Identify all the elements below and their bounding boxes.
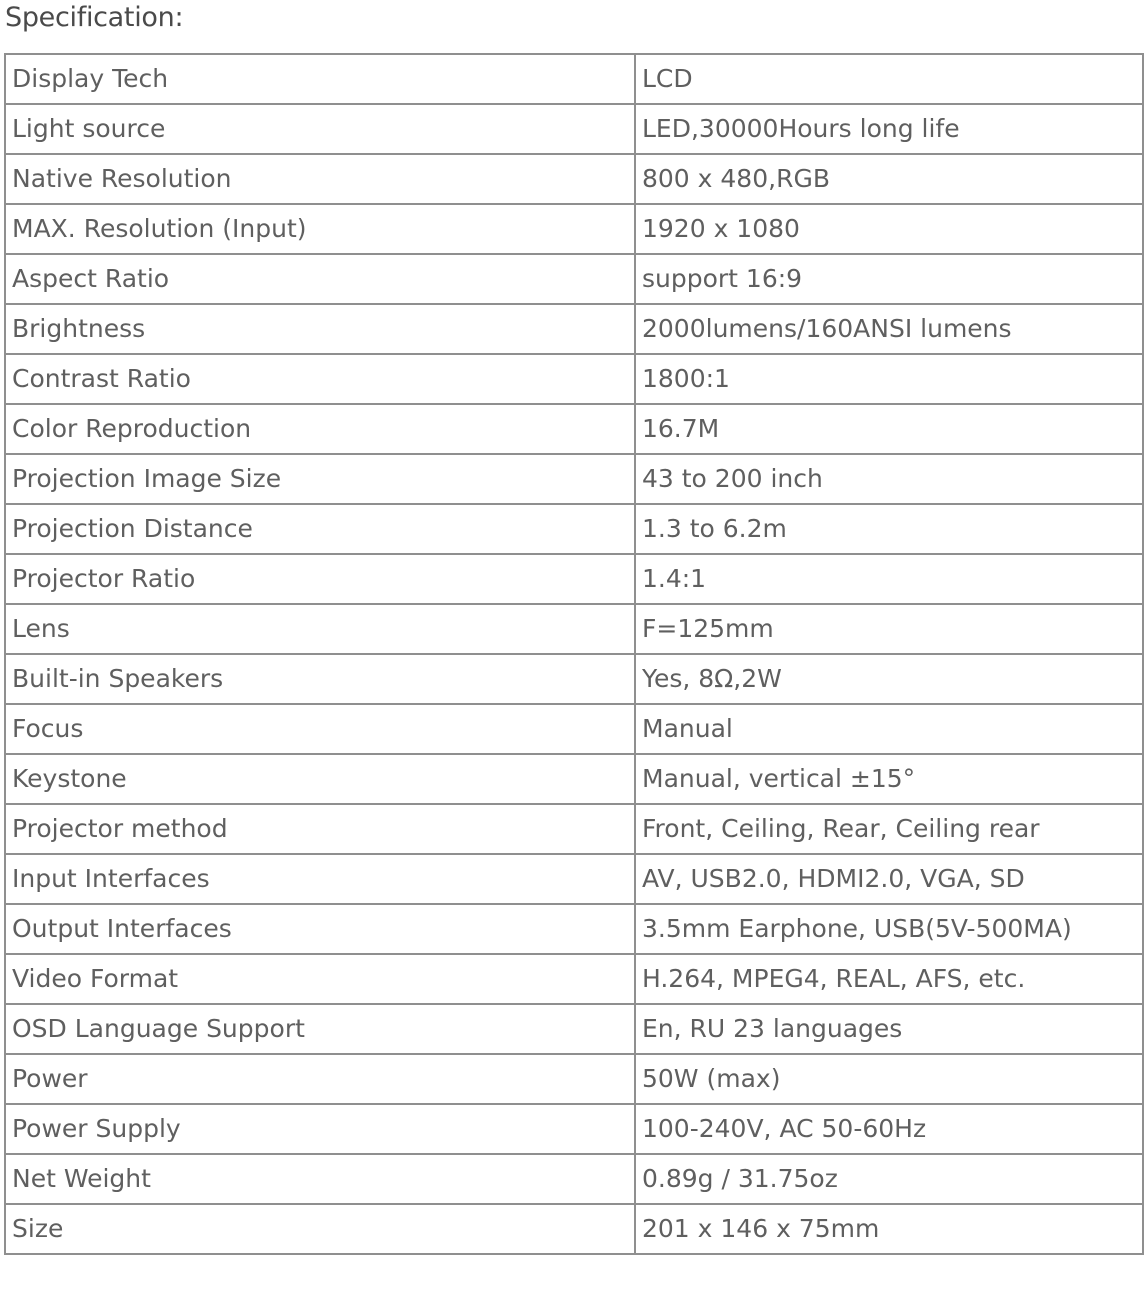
spec-label: Brightness <box>5 304 635 354</box>
spec-value: 201 x 146 x 75mm <box>635 1204 1143 1254</box>
spec-value: 800 x 480,RGB <box>635 154 1143 204</box>
table-row <box>5 954 1143 1004</box>
table-row <box>5 704 1143 754</box>
table-row <box>5 104 1143 154</box>
table-row <box>5 1154 1143 1204</box>
spec-value: AV, USB2.0, HDMI2.0, VGA, SD <box>635 854 1143 904</box>
spec-label: Keystone <box>5 754 635 804</box>
spec-label: Native Resolution <box>5 154 635 204</box>
spec-label: Size <box>5 1204 635 1254</box>
table-row <box>5 754 1143 804</box>
spec-value: LED,30000Hours long life <box>635 104 1143 154</box>
spec-value: H.264, MPEG4, REAL, AFS, etc. <box>635 954 1143 1004</box>
table-row <box>5 1204 1143 1254</box>
spec-label: MAX. Resolution (Input) <box>5 204 635 254</box>
table-row <box>5 454 1143 504</box>
spec-label: Net Weight <box>5 1154 635 1204</box>
spec-label: Power <box>5 1054 635 1104</box>
spec-label: OSD Language Support <box>5 1004 635 1054</box>
table-row <box>5 604 1143 654</box>
table-row <box>5 304 1143 354</box>
spec-label: Built-in Speakers <box>5 654 635 704</box>
spec-label: Display Tech <box>5 54 635 104</box>
spec-value: 100-240V, AC 50-60Hz <box>635 1104 1143 1154</box>
spec-label: Projector Ratio <box>5 554 635 604</box>
table-row <box>5 904 1143 954</box>
spec-value: 0.89g / 31.75oz <box>635 1154 1143 1204</box>
spec-value: 1800:1 <box>635 354 1143 404</box>
spec-label: Output Interfaces <box>5 904 635 954</box>
spec-value: 2000lumens/160ANSI lumens <box>635 304 1143 354</box>
table-row <box>5 1104 1143 1154</box>
table-row <box>5 404 1143 454</box>
table-row <box>5 154 1143 204</box>
spec-label: Contrast Ratio <box>5 354 635 404</box>
specification-table-body <box>5 54 1143 1254</box>
spec-value: Front, Ceiling, Rear, Ceiling rear <box>635 804 1143 854</box>
table-row <box>5 804 1143 854</box>
table-row <box>5 1004 1143 1054</box>
spec-label: Power Supply <box>5 1104 635 1154</box>
spec-value: En, RU 23 languages <box>635 1004 1143 1054</box>
spec-label: Aspect Ratio <box>5 254 635 304</box>
specification-table <box>4 53 1144 1255</box>
spec-label: Color Reproduction <box>5 404 635 454</box>
table-row <box>5 554 1143 604</box>
spec-label: Lens <box>5 604 635 654</box>
spec-value: Manual <box>635 704 1143 754</box>
table-row <box>5 654 1143 704</box>
spec-value: F=125mm <box>635 604 1143 654</box>
spec-label: Projector method <box>5 804 635 854</box>
spec-value: support 16:9 <box>635 254 1143 304</box>
table-row <box>5 54 1143 104</box>
spec-label: Focus <box>5 704 635 754</box>
spec-value: Yes, 8Ω,2W <box>635 654 1143 704</box>
table-row <box>5 204 1143 254</box>
spec-value: 1.3 to 6.2m <box>635 504 1143 554</box>
spec-label: Video Format <box>5 954 635 1004</box>
page-title: Specification: <box>5 2 184 33</box>
spec-label: Input Interfaces <box>5 854 635 904</box>
table-row <box>5 854 1143 904</box>
spec-value: 1920 x 1080 <box>635 204 1143 254</box>
table-row <box>5 1054 1143 1104</box>
spec-label: Light source <box>5 104 635 154</box>
spec-value: 16.7M <box>635 404 1143 454</box>
spec-value: Manual, vertical ±15° <box>635 754 1143 804</box>
spec-value: 50W (max) <box>635 1054 1143 1104</box>
spec-label: Projection Distance <box>5 504 635 554</box>
spec-value: 1.4:1 <box>635 554 1143 604</box>
table-row <box>5 254 1143 304</box>
spec-label: Projection Image Size <box>5 454 635 504</box>
table-row <box>5 504 1143 554</box>
spec-value: LCD <box>635 54 1143 104</box>
spec-value: 3.5mm Earphone, USB(5V-500MA) <box>635 904 1143 954</box>
spec-value: 43 to 200 inch <box>635 454 1143 504</box>
table-row <box>5 354 1143 404</box>
